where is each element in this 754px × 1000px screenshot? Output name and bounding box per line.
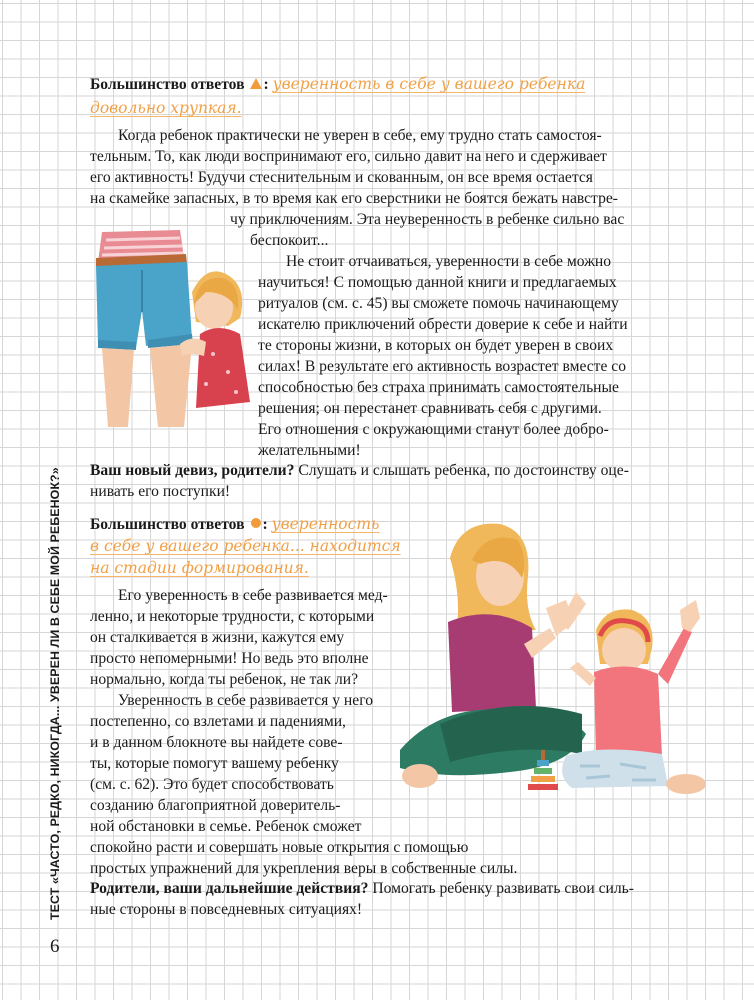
paragraph-line: те стороны жизни, в которых он будет уверен в своих bbox=[258, 337, 614, 354]
motto-line: нивать его поступки! bbox=[90, 483, 231, 500]
paragraph-line: желательными! bbox=[258, 442, 361, 459]
motto-bold: Ваш новый девиз, родители? bbox=[90, 462, 295, 479]
motto-line: Ваш новый девиз, родители? Слушать и слышать ребенка, по достоинству оце- bbox=[90, 462, 629, 479]
paragraph-line: и в данном блокноте вы найдете сове- bbox=[90, 734, 343, 751]
triangle-icon bbox=[250, 78, 262, 89]
paragraph-line: беспокоит... bbox=[250, 232, 329, 249]
paragraph-line: ты, которые помогут вашему ребенку bbox=[90, 755, 339, 772]
section1-heading: Большинство ответов : уверенность в себе у вашего ребенка bbox=[90, 75, 586, 93]
section2-heading-hand-2: в себе у вашего ребенка... находится bbox=[90, 537, 401, 555]
paragraph-line: нормально, когда ты ребенок, не так ли? bbox=[90, 671, 358, 688]
paragraph-line: на скамейке запасных, в то время как его сверстники не боятся бежать навстре- bbox=[90, 190, 618, 207]
paragraph-line: ной обстановки в семье. Ребенок сможет bbox=[90, 818, 362, 835]
paragraph-line: он сталкивается в жизни, кажутся ему bbox=[90, 629, 345, 646]
section-mostly-triangles bbox=[90, 74, 730, 534]
paragraph-line: ленно, и некоторые трудности, с которыми bbox=[90, 608, 375, 625]
paragraph-line: силах! В результате его активность возрастет вместе со bbox=[258, 358, 627, 375]
paragraph-line: Не стоит отчаиваться, уверенности в себе можно bbox=[286, 253, 612, 270]
paragraph-line: (см. с. 62). Это будет способствовать bbox=[90, 776, 334, 793]
section1-heading-hand-1: уверенность в себе у вашего ребенка bbox=[272, 75, 586, 93]
side-title: ТЕСТ «ЧАСТО, РЕДКО, НИКОГДА... УВЕРЕН ЛИ В СЕБЕ МОЙ РЕБЕНОК?» bbox=[48, 467, 62, 920]
paragraph-line: его активность! Будучи стеснительным и скованным, он все время остается bbox=[90, 169, 593, 186]
paragraph-line: тельным. То, как люди воспринимают его, сильно давит на него и сдерживает bbox=[90, 148, 607, 165]
paragraph-line: искателю приключений обрести доверие к себе и найти bbox=[258, 316, 628, 333]
paragraph-line: просто непомерными! Но ведь это вполне bbox=[90, 650, 369, 667]
section2-heading-hand-1: уверенность bbox=[271, 515, 380, 533]
action-line: ные стороны в повседневных ситуациях! bbox=[90, 901, 363, 918]
paragraph-line: решения; он перестанет сравнивать себя с другими. bbox=[258, 400, 602, 417]
paragraph-line: постепенно, со взлетами и падениями, bbox=[90, 713, 346, 730]
section1-heading-hand-2: довольно хрупкая. bbox=[90, 99, 242, 117]
paragraph-line: Когда ребенок практически не уверен в себе, ему трудно стать самостоя- bbox=[118, 127, 602, 144]
circle-icon bbox=[251, 518, 261, 528]
paragraph-line: созданию благоприятной доверитель- bbox=[90, 797, 341, 814]
section2-heading-bold: Большинство ответов bbox=[90, 516, 245, 533]
paragraph-line: Уверенность в себе развивается у него bbox=[118, 692, 374, 709]
page-number: 6 bbox=[50, 936, 60, 957]
section1-heading-bold: Большинство ответов bbox=[90, 76, 245, 93]
section2-heading: Большинство ответов : уверенность bbox=[90, 515, 380, 533]
paragraph-line: Его уверенность в себе развивается мед- bbox=[118, 587, 388, 604]
action-bold: Родители, ваши дальнейшие действия? bbox=[90, 880, 369, 897]
paragraph-line: спокойно расти и совершать новые открытия с помощью bbox=[90, 839, 469, 856]
paragraph-line: способностью без страха принимать самостоятельные bbox=[258, 379, 619, 396]
paragraph-line: ритуалов (см. с. 45) вы сможете помочь начинающему bbox=[258, 295, 619, 312]
paragraph-line: научиться! С помощью данной книги и предлагаемых bbox=[258, 274, 617, 291]
section2-heading-hand-3: на стадии формирования. bbox=[90, 559, 309, 577]
paragraph-line: чу приключениям. Эта неуверенность в ребенке сильно вас bbox=[230, 211, 625, 228]
paragraph-line: Его отношения с окружающими станут более добро- bbox=[258, 421, 609, 438]
action-line: Родители, ваши дальнейшие действия? Помогать ребенку развивать свои силь- bbox=[90, 880, 634, 897]
paragraph-line: простых упражнений для укрепления веры в собственные силы. bbox=[90, 860, 518, 877]
section-mostly-circles bbox=[90, 514, 730, 924]
